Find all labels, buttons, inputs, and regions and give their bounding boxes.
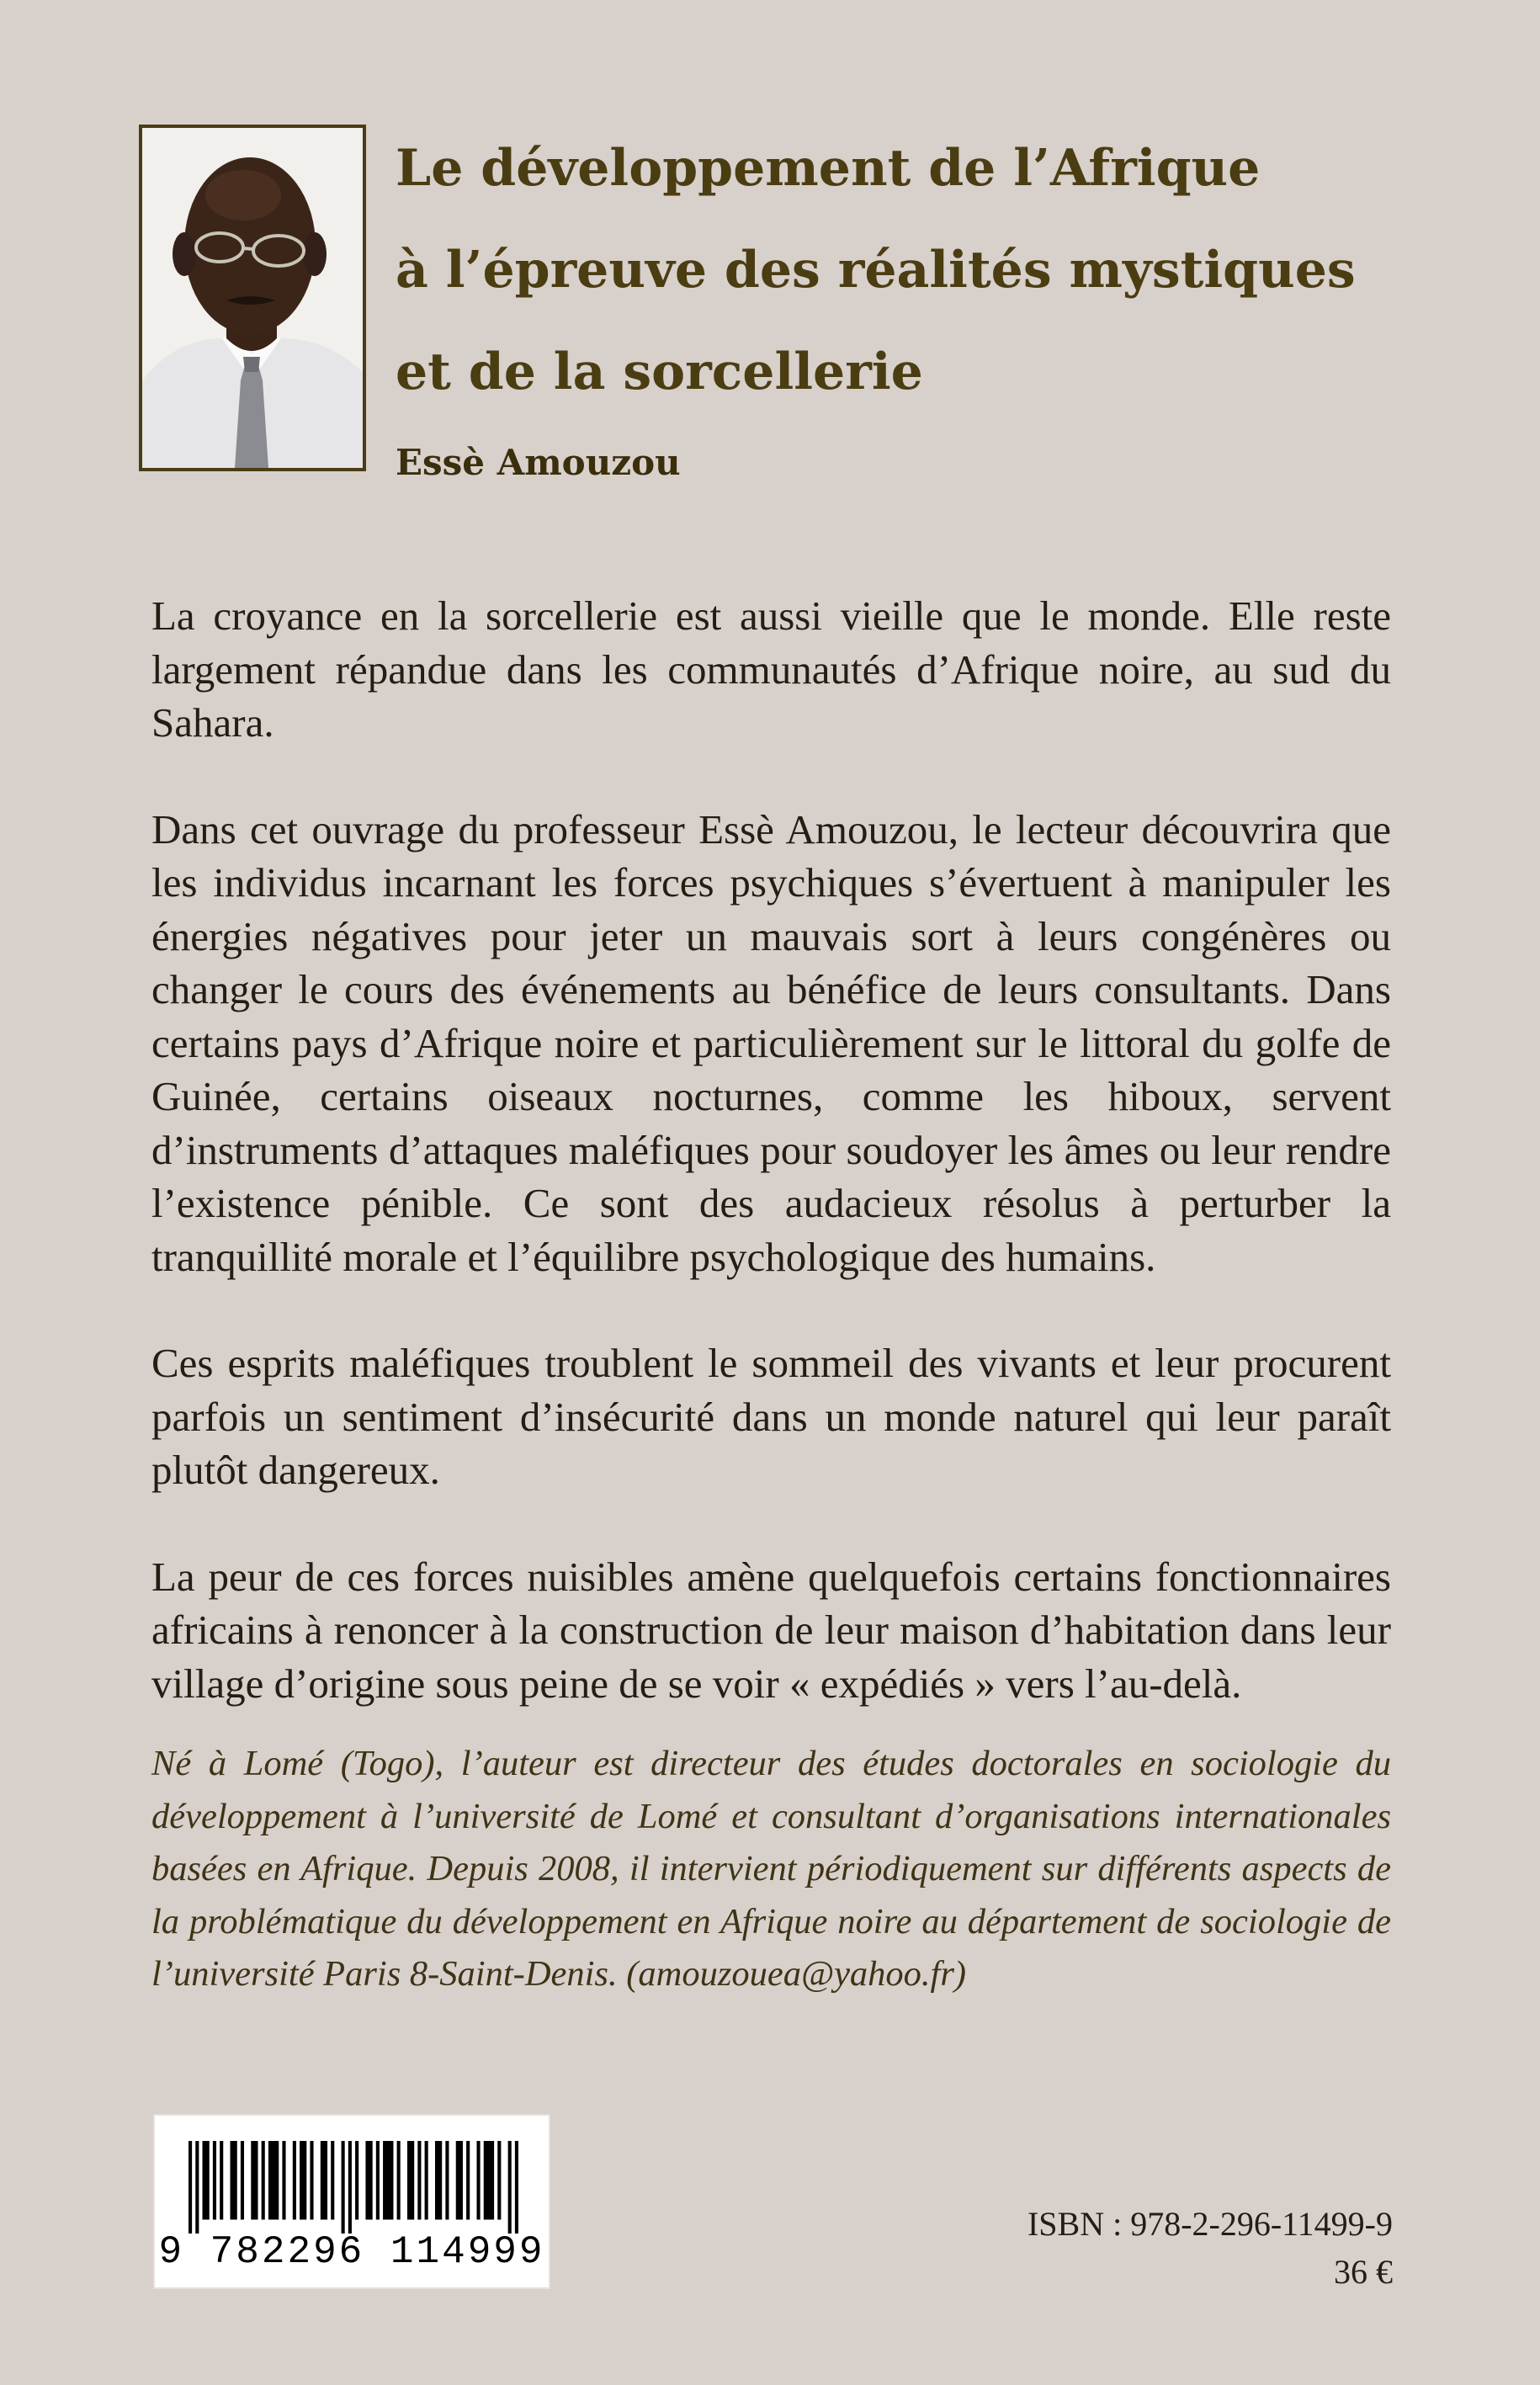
blurb [151,589,1391,1763]
isbn: ISBN : 978-2-296-11499-9 [1027,2205,1393,2243]
author-photo [139,125,366,471]
blurb-paragraph-4: La peur de ces forces nuisibles amène quelquefois certains fonctionnaires africains à renoncer à la construction de leur maison d’habitation dans leur village d’origine sous peine de se voir « expédiés » vers l’au-delà. [151,1553,1391,1707]
book-title [396,118,1422,423]
blurb-paragraph-2: Dans cet ouvrage du professeur Essè Amouzou, le lecteur découvrira que les individus incarnant les forces psychiques s’évertuent à manipuler les énergies négatives pour jeter un mauvais sort à leurs congénères ou changer le cours des événements au bénéfice de leurs consultants. Dans certains pays d’Afrique noire et particulièrement sur le littoral du golfe de Guinée, certains oiseaux nocturnes, comme les hiboux, servent d’instruments d’attaques maléfiques pour soudoyer les âmes ou leur rendre l’existence pénible. Ce sont des audacieux résolus à perturber la tranquillité morale et l’équilibre psychologique des humains. [151,805,1391,1280]
author-name: Essè Amouzou [396,442,681,483]
title-line-2: à l’épreuve des réalités mystiques [396,241,1356,300]
barcode-digits: 9 782296 114999 [158,2230,545,2274]
title-line-3: et de la sorcellerie [396,343,923,401]
author-bio: Né à Lomé (Togo), l’auteur est directeur des études doctorales en sociologie du développement à l’université de Lomé et consultant d’organisations internationales basées en Afrique. Depuis 2008, il intervient périodiquement sur différents aspects de la problématique du développement en Afrique noire au département de sociologie de l’université Paris 8-Saint-Denis. (amouzouea@yahoo.fr) [151,1744,1391,1994]
title-line-1: Le développement de l’Afrique [396,139,1261,198]
barcode [153,2114,550,2289]
price: 36 € [1334,2253,1393,2291]
blurb-paragraph-3: Ces esprits maléfiques troublent le sommeil des vivants et leur procurent parfois un sentiment d’insécurité dans un monde naturel qui leur paraît plutôt dangereux. [151,1340,1391,1493]
blurb-paragraph-1: La croyance en la sorcellerie est aussi vieille que le monde. Elle reste largement répandue dans les communautés d’Afrique noire, au sud du Sahara. [151,592,1391,746]
barcode-icon [189,2141,518,2234]
author-portrait-icon [142,128,363,468]
